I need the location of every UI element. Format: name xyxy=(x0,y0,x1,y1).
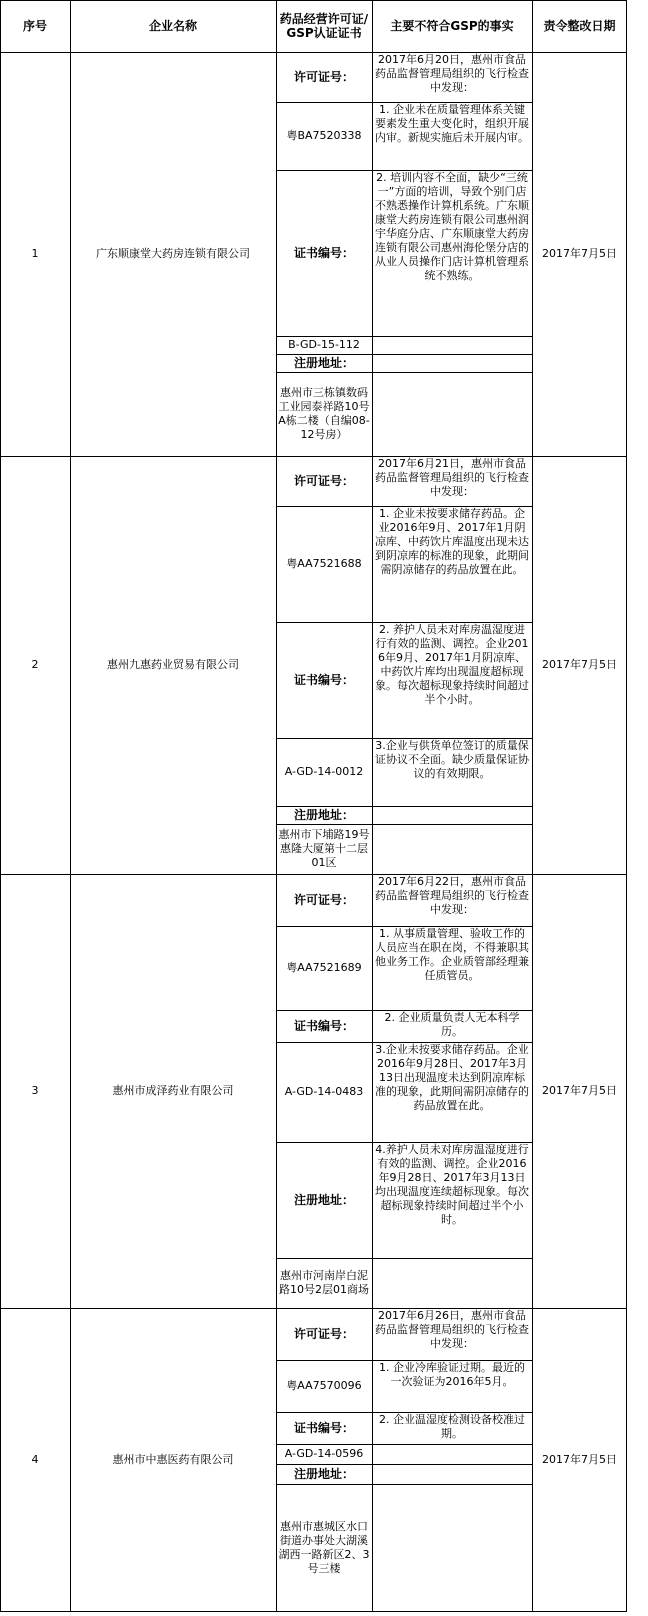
row-license-no: 粤AA7521689 xyxy=(286,961,362,974)
grid-line xyxy=(276,806,532,807)
grid-line xyxy=(276,1042,532,1043)
grid-line xyxy=(276,354,532,355)
fact-item: 3.企业与供货单位签订的质量保证协议不全面。缺少质量保证协议的有效期限。 xyxy=(375,739,529,780)
grid-line xyxy=(276,926,532,927)
row-license-no: 粤AA7570096 xyxy=(286,1379,362,1392)
fact-item: 2. 培训内容不全面，缺少“三统一”方面的培训，导致个别门店不熟悉操作计算机系统。广东顺康堂大药房连锁有限公司惠州润宇华庭分店、广东顺康堂大药房连锁有限公司惠州海伦堡分店的从业人员操作门店计算机管理系统不熟练。 xyxy=(375,171,529,282)
grid-line xyxy=(0,1611,627,1612)
grid-line xyxy=(276,170,532,171)
row-date: 2017年7月5日 xyxy=(542,1453,617,1466)
grid-line xyxy=(70,0,71,1612)
row-license-no: 粤AA7521688 xyxy=(286,557,362,570)
label-license-no: 许可证号： xyxy=(293,1327,354,1341)
grid-line xyxy=(0,52,627,53)
grid-line xyxy=(276,1258,532,1259)
row-cert-no: A-GD-14-0483 xyxy=(284,1085,364,1098)
fact-item: 2017年6月21日，惠州市食品药品监督管理局组织的飞行检查中发现： xyxy=(375,457,529,498)
grid-line xyxy=(276,622,532,623)
label-cert-no: 证书编号： xyxy=(293,673,354,687)
grid-line xyxy=(276,1142,532,1143)
row-address: 惠州市三栋镇数码工业园泰祥路10号A栋二楼（自编08-12号房） xyxy=(278,386,370,441)
header-license: 药品经营许可证/GSP认证证书 xyxy=(279,12,369,40)
fact-item: 2. 养护人员未对库房温湿度进行有效的监测、调控。企业2016年9月、2017年1月阴凉库、中药饮片库均出现温度超标现象。每次超标现象持续时间超过半个小时。 xyxy=(375,623,529,706)
fact-item: 2. 企业温湿度检测设备校准过期。 xyxy=(379,1413,525,1440)
grid-line xyxy=(0,0,627,1)
label-address: 注册地址： xyxy=(293,1193,354,1207)
grid-line xyxy=(626,0,627,1612)
header-deadline: 责令整改日期 xyxy=(543,19,616,33)
row-address: 惠州市惠城区水口街道办事处大湖溪湖西一路新区2、3号三楼 xyxy=(278,1520,370,1575)
label-address: 注册地址： xyxy=(293,808,354,822)
row-seq: 1 xyxy=(31,247,39,260)
grid-line xyxy=(276,336,532,337)
header-company: 企业名称 xyxy=(148,19,197,33)
header-seq: 序号 xyxy=(22,19,47,33)
label-address: 注册地址： xyxy=(293,356,354,370)
grid-line xyxy=(276,372,532,373)
row-company: 广东顺康堂大药房连锁有限公司 xyxy=(96,247,250,260)
fact-item: 1. 从事质量管理、验收工作的人员应当在职在岗，不得兼职其他业务工作。企业质管部经理兼任质管员。 xyxy=(375,927,529,982)
label-cert-no: 证书编号： xyxy=(293,246,354,260)
grid-line xyxy=(276,506,532,507)
fact-item: 2. 企业质量负责人无本科学历。 xyxy=(384,1011,520,1038)
grid-line xyxy=(276,1010,532,1011)
grid-line xyxy=(532,0,533,1612)
grid-line xyxy=(276,1464,532,1465)
label-cert-no: 证书编号： xyxy=(293,1019,354,1033)
row-date: 2017年7月5日 xyxy=(542,247,617,260)
grid-line xyxy=(276,824,532,825)
row-cert-no: A-GD-14-0012 xyxy=(284,765,364,778)
fact-item: 2017年6月26日，惠州市食品药品监督管理局组织的飞行检查中发现： xyxy=(375,1309,529,1350)
row-cert-no: A-GD-14-0596 xyxy=(284,1447,364,1460)
fact-item: 1. 企业冷库验证过期。最近的一次验证为2016年5月。 xyxy=(379,1361,525,1388)
fact-item: 1. 企业未在质量管理体系关键要素发生重大变化时，组织开展内审。新规实施后未开展内审。 xyxy=(375,103,529,144)
fact-item: 4.养护人员未对库房温湿度进行有效的监测、调控。企业2016年9月28日、2017年3月13日均出现温度连续超标现象。每次超标现象持续时间超过半个小时。 xyxy=(375,1143,529,1226)
row-company: 惠州市中惠医药有限公司 xyxy=(112,1453,234,1466)
row-company: 惠州市成泽药业有限公司 xyxy=(112,1084,234,1097)
grid-line xyxy=(0,874,627,875)
label-address: 注册地址： xyxy=(293,1467,354,1481)
grid-line xyxy=(0,456,627,457)
grid-line xyxy=(276,1484,532,1485)
row-company: 惠州九惠药业贸易有限公司 xyxy=(107,658,239,671)
grid-line xyxy=(276,1412,532,1413)
row-seq: 3 xyxy=(31,1084,39,1097)
grid-line xyxy=(0,1308,627,1309)
label-license-no: 许可证号： xyxy=(293,474,354,488)
fact-item: 1. 企业未按要求储存药品。企业2016年9月、2017年1月阴凉库、中药饮片库温度出现未达到阴凉库的标准的现象，此期间需阴凉储存的药品放置在此。 xyxy=(375,507,529,576)
row-address: 惠州市下埔路19号惠隆大厦第十二层01区 xyxy=(278,828,370,869)
row-license-no: 粤BA7520338 xyxy=(286,129,362,142)
label-license-no: 许可证号： xyxy=(293,70,354,84)
grid-line xyxy=(276,102,532,103)
label-license-no: 许可证号： xyxy=(293,893,354,907)
grid-line xyxy=(276,1360,532,1361)
grid-line xyxy=(276,738,532,739)
label-cert-no: 证书编号： xyxy=(293,1421,354,1435)
fact-item: 3.企业未按要求储存药品。企业2016年9月28日、2017年3月13日出现温度未达到阴凉库标准的现象，此期间需阴凉储存的药品放置在此。 xyxy=(375,1043,529,1112)
header-facts: 主要不符合GSP的事实 xyxy=(390,19,514,33)
fact-item: 2017年6月20日，惠州市食品药品监督管理局组织的飞行检查中发现： xyxy=(375,53,529,94)
row-seq: 4 xyxy=(31,1453,39,1466)
grid-line xyxy=(276,1444,532,1445)
row-seq: 2 xyxy=(31,658,39,671)
grid-line xyxy=(0,0,1,1612)
row-cert-no: B-GD-15-112 xyxy=(288,338,360,351)
row-address: 惠州市河南岸白泥路10号2层01商场 xyxy=(279,1269,369,1296)
row-date: 2017年7月5日 xyxy=(542,1084,617,1097)
fact-item: 2017年6月22日，惠州市食品药品监督管理局组织的飞行检查中发现： xyxy=(375,875,529,916)
row-date: 2017年7月5日 xyxy=(542,658,617,671)
